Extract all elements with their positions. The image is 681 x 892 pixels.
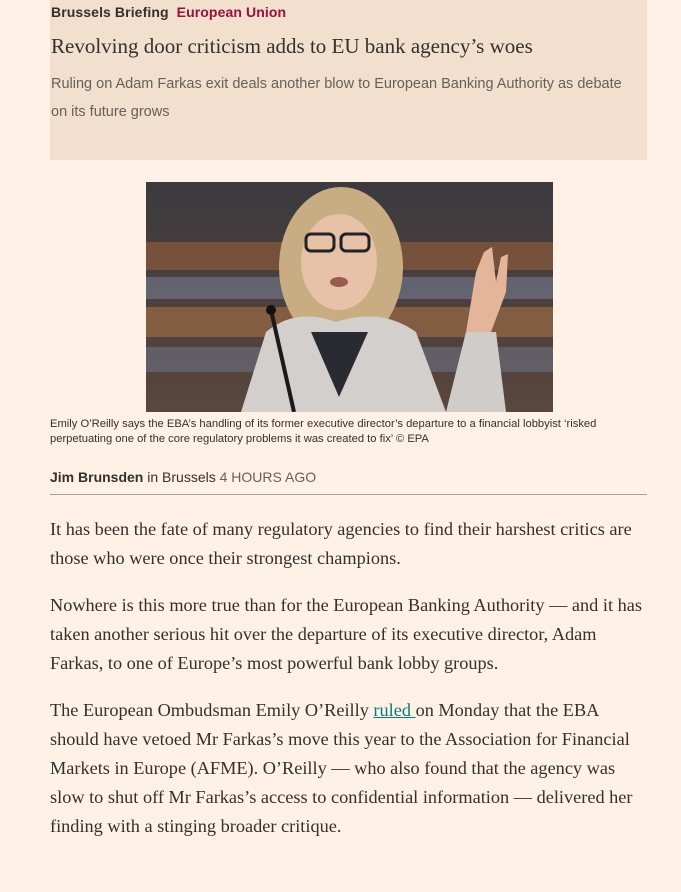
ruled-link[interactable]: ruled [373,700,416,720]
paragraph: It has been the fate of many regulatory agencies to find their harshest critics are those who were once their strongest champions. [50,519,632,568]
location-prefix: in [147,469,159,485]
article-photo [146,182,553,412]
author-link[interactable]: Jim Brunsden [50,469,144,485]
paragraph: Nowhere is this more true than for the European Banking Authority — and it has taken another serious hit over the departure of its executive director, Adam Farkas, to one of Europe’s most powerful bank lobby groups. [50,595,642,673]
byline-divider [50,494,647,495]
article-body [50,515,650,859]
byline [50,469,647,485]
paragraph [50,696,650,841]
paragraph-text: on Monday that the EBA should have vetoed Mr Farkas’s move this year to the Association for Financial Markets in Europe (AFME). O’Reilly — who also found that the agency was slow to shut off Mr Farkas’s access to confidential information — delivered her finding with a stinging broader critique. [50,700,633,836]
location: Brussels [162,469,216,485]
timestamp: 4 HOURS AGO [219,469,317,485]
article-header [50,0,647,160]
kicker-brand-link[interactable]: Brussels Briefing [51,4,169,20]
kicker [51,4,286,20]
page-title: Revolving door criticism adds to EU bank agency’s woes [51,34,533,58]
standfirst: Ruling on Adam Farkas exit deals another blow to European Banking Authority as debate on its future grows [51,76,622,120]
kicker-topic-link[interactable]: European Union [176,4,287,20]
photo-caption: Emily O’Reilly says the EBA’s handling of its former executive director’s departure to a financial lobbyist ‘risked perpetuating one of the core regulatory problems it was created to fix’ © EPA [50,418,597,445]
photo-illustration [146,182,553,412]
paragraph-text: The European Ombudsman Emily O’Reilly [50,700,374,720]
